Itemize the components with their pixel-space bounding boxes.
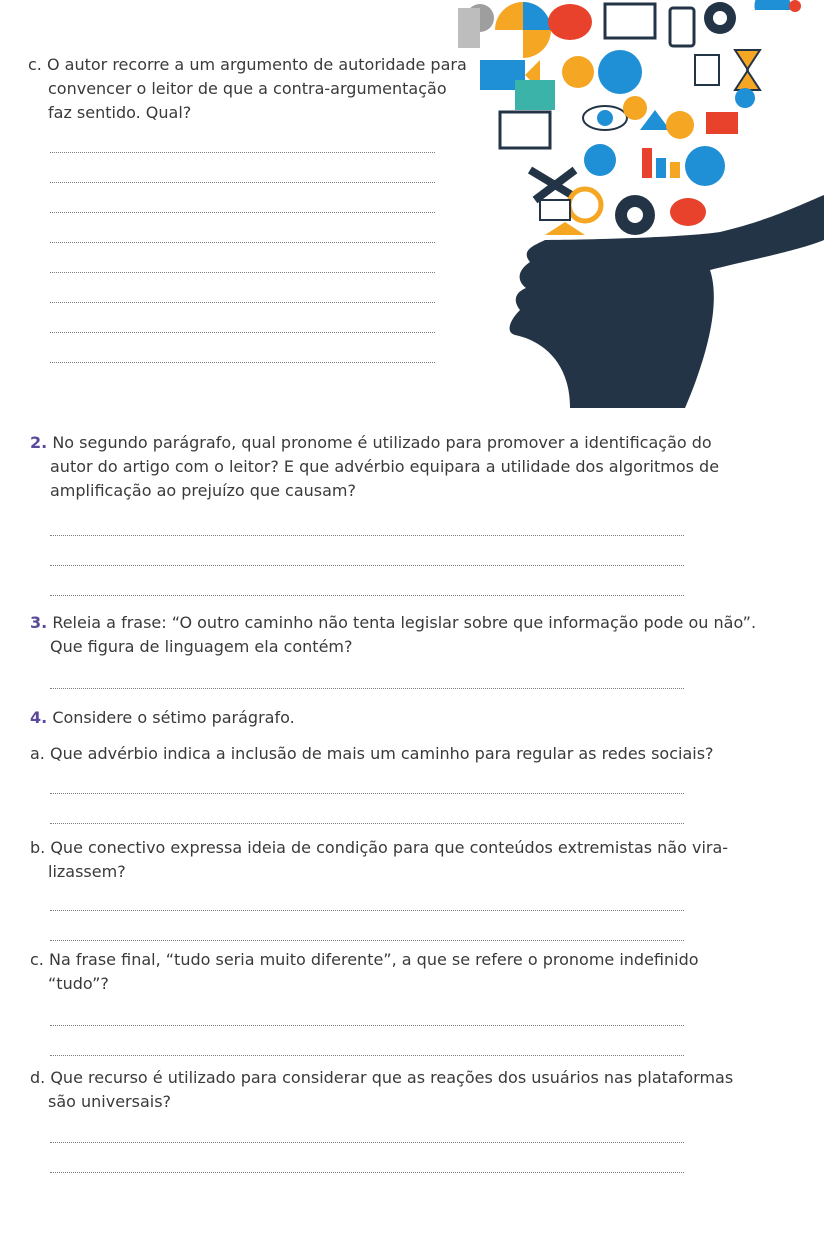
question-2-line-3: amplificação ao prejuízo que causam? bbox=[50, 481, 356, 500]
answer-line[interactable] bbox=[50, 212, 435, 213]
question-2-number: 2. bbox=[30, 433, 48, 452]
question-4-intro: Considere o sétimo parágrafo. bbox=[52, 708, 295, 727]
question-4a-line-1: a. Que advérbio indica a inclusão de mais um caminho para regular as redes sociais? bbox=[30, 744, 714, 763]
question-4d-line-2: são universais? bbox=[48, 1092, 172, 1111]
answer-line[interactable] bbox=[50, 242, 435, 243]
question-4b bbox=[30, 836, 728, 884]
head-silhouette-icon bbox=[510, 195, 824, 408]
question-3-line-1: Releia a frase: “O outro caminho não tenta legislar sobre que informação pode ou não”. bbox=[52, 613, 757, 632]
answer-line[interactable] bbox=[50, 823, 684, 824]
answer-line[interactable] bbox=[50, 152, 435, 153]
question-4 bbox=[30, 706, 295, 730]
question-4c bbox=[30, 948, 699, 996]
answer-line[interactable] bbox=[50, 565, 684, 566]
answer-line[interactable] bbox=[50, 1142, 684, 1143]
answer-line[interactable] bbox=[50, 1025, 684, 1026]
question-4d bbox=[30, 1066, 733, 1114]
answer-line[interactable] bbox=[50, 1055, 684, 1056]
question-3-number: 3. bbox=[30, 613, 48, 632]
answer-line[interactable] bbox=[50, 595, 684, 596]
question-1c-line-3: faz sentido. Qual? bbox=[48, 103, 192, 122]
icon-cloud bbox=[458, 0, 801, 235]
question-4b-line-1: b. Que conectivo expressa ideia de condição para que conteúdos extremistas não vira- bbox=[30, 838, 729, 857]
answer-line[interactable] bbox=[50, 332, 435, 333]
answer-line[interactable] bbox=[50, 910, 684, 911]
answer-line[interactable] bbox=[50, 1172, 684, 1173]
question-3-line-2: Que figura de linguagem ela contém? bbox=[50, 637, 353, 656]
answer-line[interactable] bbox=[50, 688, 684, 689]
question-4c-line-2: “tudo”? bbox=[48, 974, 109, 993]
question-1c bbox=[28, 53, 467, 125]
question-4-number: 4. bbox=[30, 708, 48, 727]
question-1c-line-2: convencer o leitor de que a contra-argumentação bbox=[48, 79, 447, 98]
question-1c-line-1: c. O autor recorre a um argumento de autoridade para bbox=[28, 55, 467, 74]
answer-line[interactable] bbox=[50, 302, 435, 303]
answer-line[interactable] bbox=[50, 362, 435, 363]
question-2-line-1: No segundo parágrafo, qual pronome é utilizado para promover a identificação do bbox=[52, 433, 712, 452]
question-4a bbox=[30, 742, 714, 766]
answer-line[interactable] bbox=[50, 535, 684, 536]
answer-line[interactable] bbox=[50, 272, 435, 273]
question-2-line-2: autor do artigo com o leitor? E que advérbio equipara a utilidade dos algoritmos de bbox=[50, 457, 720, 476]
question-4b-line-2: lizassem? bbox=[48, 862, 126, 881]
answer-line[interactable] bbox=[50, 940, 684, 941]
question-2 bbox=[30, 431, 719, 503]
answer-line[interactable] bbox=[50, 793, 684, 794]
head-ideas-illustration bbox=[420, 0, 824, 408]
question-3 bbox=[30, 611, 756, 659]
answer-line[interactable] bbox=[50, 182, 435, 183]
question-4d-line-1: d. Que recurso é utilizado para considerar que as reações dos usuários nas plataformas bbox=[30, 1068, 734, 1087]
question-4c-line-1: c. Na frase final, “tudo seria muito diferente”, a que se refere o pronome indefinido bbox=[30, 950, 699, 969]
